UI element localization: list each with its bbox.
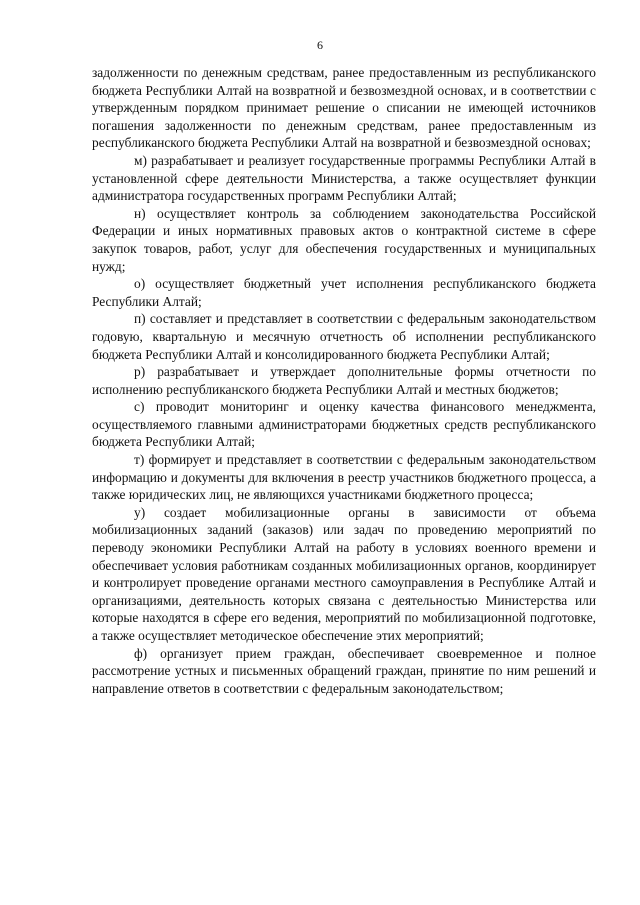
paragraph-item-u: у) создает мобилизационные органы в зависимости от объема мобилизационных заданий (заказов) или задач по проведению мероприятий по переводу экономики Республики Алтай на работу в условиях военного времени и обеспечивает условия работникам созданных мобилизационных органов, координирует и контролирует проведение органами местного самоуправления в Республике Алтай и организациями, деятельность которых связана с деятельностью Министерства или которые находятся в сфере его ведения, мероприятий по мобилизационной подготовке, а также осуществляет методическое обеспечение этих мероприятий; bbox=[92, 504, 596, 643]
paragraph-item-t: т) формирует и представляет в соответствии с федеральным законодательством информацию и документы для включения в реестр участников бюджетного процесса, а также юридических лиц, не являющихся участниками бюджетного процесса; bbox=[92, 452, 596, 503]
paragraph-item-s: с) проводит мониторинг и оценку качества финансового менеджмента, осуществляемого главными администраторами бюджетных средств республиканского бюджета Республики Алтай; bbox=[92, 399, 596, 450]
paragraph-item-r: р) разрабатывает и утверждает дополнительные формы отчетности по исполнению республиканского бюджета Республики Алтай и местных бюджетов; bbox=[92, 364, 596, 397]
page-number: 6 bbox=[317, 38, 323, 52]
document-body bbox=[92, 64, 596, 697]
paragraph-item-p: п) составляет и представляет в соответствии с федеральным законодательством годовую, квартальную и месячную отчетность об исполнении республиканского бюджета Республики Алтай и консолидированного бюджета Республики Алтай; bbox=[92, 311, 596, 362]
paragraph-item-f: ф) организует прием граждан, обеспечивает своевременное и полное рассмотрение устных и письменных обращений граждан, принятие по ним решений и направление ответов в соответствии с федеральным законодательством; bbox=[92, 645, 596, 696]
paragraph-continuation: задолженности по денежным средствам, ранее предоставленным из республиканского бюджета Республики Алтай на возвратной и безвозмездной основах, и в соответствии с утвержденным порядком принимает решение о списании не имеющей источников погашения задолженности по денежным средствам, ранее предоставленным из республиканского бюджета Республики Алтай на возвратной и безвозмездной основах; bbox=[92, 65, 596, 151]
paragraph-item-m: м) разрабатывает и реализует государственные программы Республики Алтай в установленной сфере деятельности Министерства, а также осуществляет функции администратора государственных программ Республики Алтай; bbox=[92, 152, 596, 204]
paragraph-item-o: о) осуществляет бюджетный учет исполнения республиканского бюджета Республики Алтай; bbox=[92, 276, 596, 309]
paragraph-item-n: н) осуществляет контроль за соблюдением законодательства Российской Федерации и иных нормативных правовых актов о контрактной системе в сфере закупок товаров, работ, услуг для обеспечения государственных и муниципальных нужд; bbox=[92, 205, 596, 274]
